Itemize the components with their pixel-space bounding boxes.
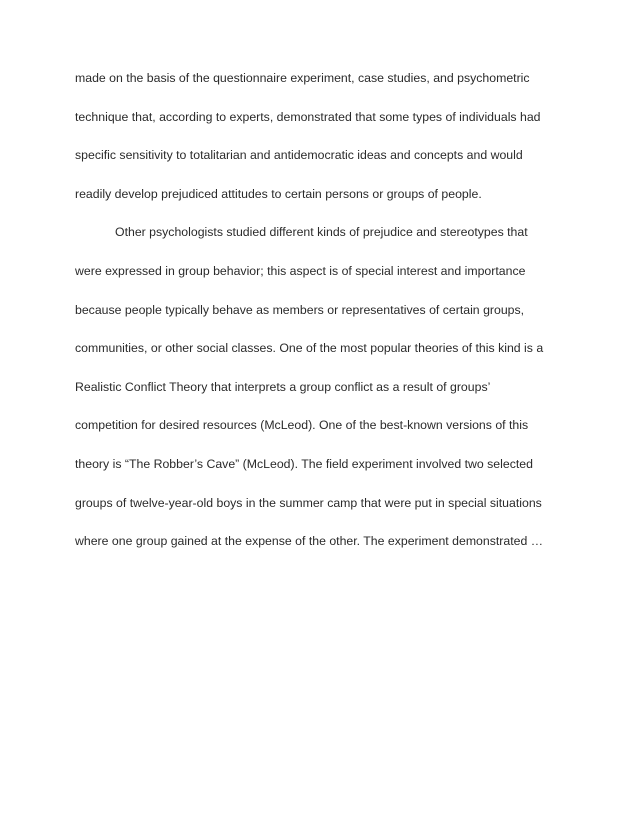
text-line: because people typically behave as members or representatives of certain groups, [75, 302, 525, 317]
text-line: were expressed in group behavior; this aspect is of special interest and importance [75, 263, 526, 278]
paragraph-first-line: Other psychologists studied different kinds of prejudice and stereotypes that [115, 225, 528, 240]
text-line: communities, or other social classes. One of the most popular theories of this kind is a [75, 341, 544, 356]
text-line: made on the basis of the questionnaire experiment, case studies, and psychometric [75, 71, 530, 85]
text-line: theory is “The Robber’s Cave” (McLeod). The field experiment involved two selected [75, 456, 533, 471]
body-text [75, 70, 575, 572]
text-line: Realistic Conflict Theory that interprets a group conflict as a result of groups’ [75, 379, 491, 394]
text-line: technique that, according to experts, demonstrated that some types of individuals had [75, 109, 541, 124]
text-line: groups of twelve-year-old boys in the summer camp that were put in special situations [75, 495, 542, 510]
text-line: specific sensitivity to totalitarian and antidemocratic ideas and concepts and would [75, 148, 523, 163]
text-line: readily develop prejudiced attitudes to certain persons or groups of people. [75, 186, 482, 201]
text-line: competition for desired resources (McLeod). One of the best-known versions of this [75, 418, 529, 433]
text-line: where one group gained at the expense of the other. The experiment demonstrated … [75, 534, 544, 549]
